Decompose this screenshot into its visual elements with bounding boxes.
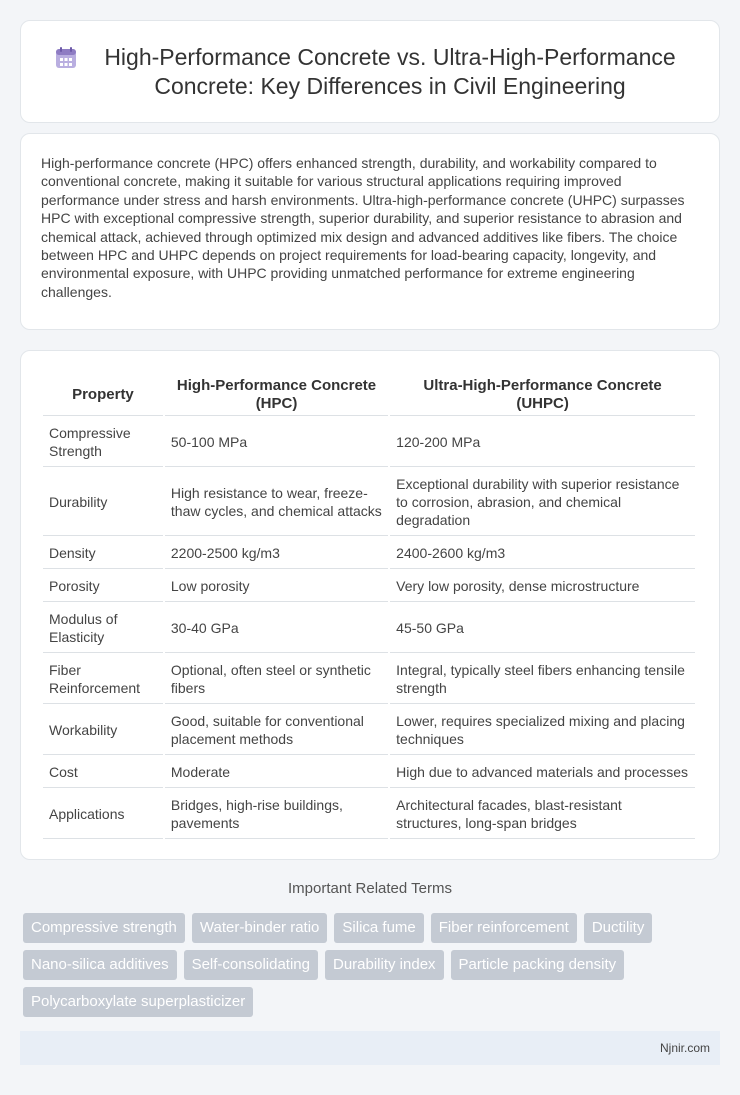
cell-property: Porosity — [43, 571, 163, 602]
cell-hpc: 2200-2500 kg/m3 — [165, 538, 388, 569]
table-row — [43, 757, 695, 788]
cell-uhpc: Architectural facades, blast-resistant structures, long-span bridges — [390, 790, 695, 839]
table-row — [43, 571, 695, 602]
table-row — [43, 604, 695, 653]
cell-property: Workability — [43, 706, 163, 755]
term-tag[interactable]: Nano-silica additives — [23, 950, 177, 980]
table-row — [43, 538, 695, 569]
cell-hpc: Bridges, high-rise buildings, pavements — [165, 790, 388, 839]
cell-hpc: 50-100 MPa — [165, 418, 388, 467]
term-tag[interactable]: Durability index — [325, 950, 444, 980]
cell-hpc: High resistance to wear, freeze-thaw cycles, and chemical attacks — [165, 469, 388, 536]
table-row — [43, 706, 695, 755]
term-tag[interactable]: Water-binder ratio — [192, 913, 328, 943]
cell-uhpc: Very low porosity, dense microstructure — [390, 571, 695, 602]
term-tag[interactable]: Silica fume — [334, 913, 423, 943]
cell-uhpc: Exceptional durability with superior resistance to corrosion, abrasion, and chemical degradation — [390, 469, 695, 536]
term-tag[interactable]: Compressive strength — [23, 913, 185, 943]
cell-property: Density — [43, 538, 163, 569]
cell-hpc: Good, suitable for conventional placement methods — [165, 706, 388, 755]
cell-hpc: 30-40 GPa — [165, 604, 388, 653]
cell-uhpc: Lower, requires specialized mixing and placing techniques — [390, 706, 695, 755]
cell-property: Modulus of Elasticity — [43, 604, 163, 653]
cell-hpc: Low porosity — [165, 571, 388, 602]
footer — [20, 1031, 720, 1065]
header-card — [20, 20, 720, 123]
cell-property: Compressive Strength — [43, 418, 163, 467]
cell-hpc: Moderate — [165, 757, 388, 788]
comparison-table — [41, 371, 697, 841]
table-row — [43, 418, 695, 467]
page-title: High-Performance Concrete vs. Ultra-High-Performance Concrete: Key Differences in Civil Engineering — [104, 43, 676, 99]
term-tag[interactable]: Particle packing density — [451, 950, 625, 980]
table-row — [43, 655, 695, 704]
related-terms-list — [23, 913, 723, 1017]
cell-hpc: Optional, often steel or synthetic fibers — [165, 655, 388, 704]
header-hpc: High-Performance Concrete (HPC) — [165, 373, 388, 416]
cell-uhpc: 45-50 GPa — [390, 604, 695, 653]
related-terms-title: Important Related Terms — [288, 880, 452, 897]
table-row — [43, 790, 695, 839]
cell-uhpc: 120-200 MPa — [390, 418, 695, 467]
term-tag[interactable]: Polycarboxylate superplasticizer — [23, 987, 253, 1017]
cell-uhpc: High due to advanced materials and processes — [390, 757, 695, 788]
cell-uhpc: 2400-2600 kg/m3 — [390, 538, 695, 569]
term-tag[interactable]: Self-consolidating — [184, 950, 318, 980]
header-property: Property — [43, 373, 163, 416]
intro-paragraph: High-performance concrete (HPC) offers enhanced strength, durability, and workability compared to conventional concrete, making it suitable for various structural applications requiring improved performance under stress and harsh environments. Ultra-high-performance concrete (UHPC) surpasses HPC with exceptional compressive strength, superior durability, and superior resistance to abrasion and chemical attack, achieved through optimized mix design and advanced additives like fibers. The choice between HPC and UHPC depends on project requirements for load-bearing capacity, longevity, and environmental exposure, with UHPC providing unmatched performance for extreme engineering challenges. — [41, 155, 685, 300]
comparison-table-card — [20, 350, 720, 860]
intro-card — [20, 133, 720, 330]
term-tag[interactable]: Ductility — [584, 913, 653, 943]
header-uhpc: Ultra-High-Performance Concrete (UHPC) — [390, 373, 695, 416]
term-tag[interactable]: Fiber reinforcement — [431, 913, 577, 943]
cell-property: Cost — [43, 757, 163, 788]
table-row — [43, 469, 695, 536]
cell-property: Durability — [43, 469, 163, 536]
cell-property: Applications — [43, 790, 163, 839]
cell-property: Fiber Reinforcement — [43, 655, 163, 704]
footer-site-link[interactable]: Njnir.com — [659, 1041, 710, 1055]
table-header-row — [43, 373, 695, 416]
cell-uhpc: Integral, typically steel fibers enhancing tensile strength — [390, 655, 695, 704]
